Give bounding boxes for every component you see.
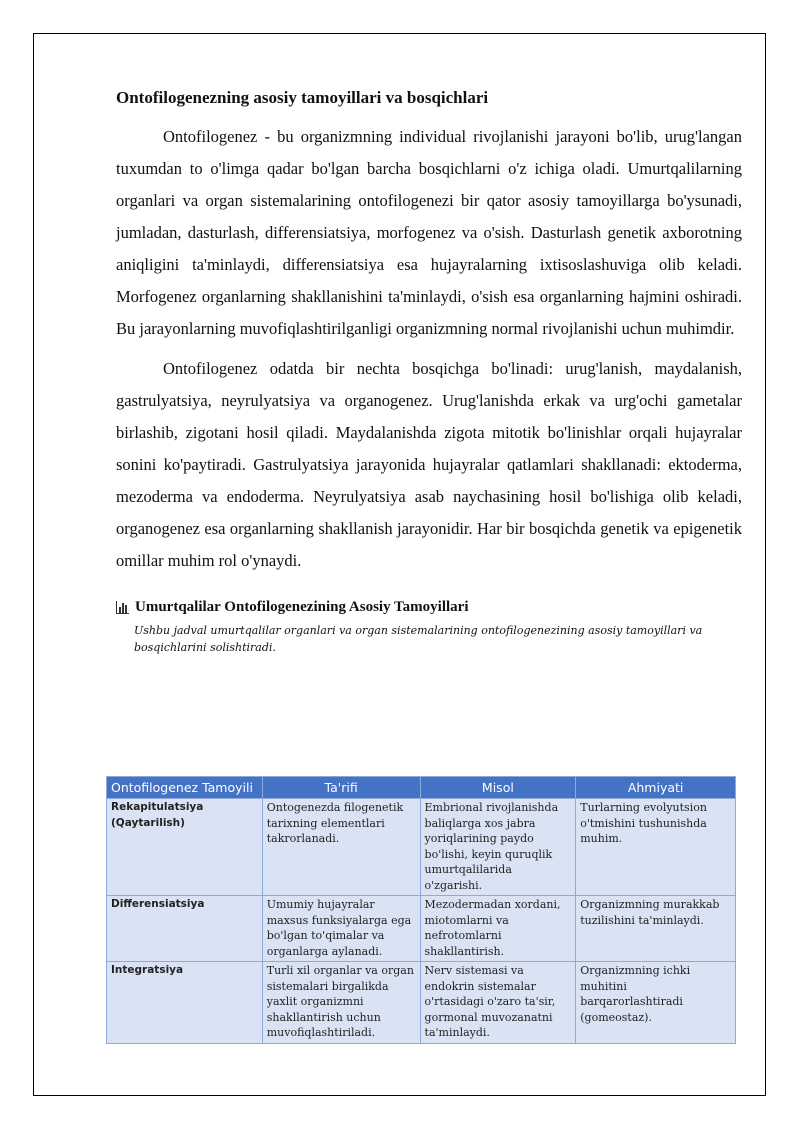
document-body [116, 88, 742, 662]
table-cell-principle: Integratsiya [107, 962, 263, 1044]
table-row [107, 896, 736, 962]
bar-chart-icon [116, 601, 129, 614]
table-header-row [107, 777, 736, 799]
table-cell-importance: Organizmning ichki muhitini barqarorlashtiradi (gomeostaz). [576, 962, 736, 1044]
column-header: Ahmiyati [576, 777, 736, 799]
table-heading [116, 599, 742, 616]
table-cell-example: Mezodermadan xordani, miotomlarni va nefrotomlarni shakllantirish. [420, 896, 576, 962]
paragraph-1: Ontofilogenez - bu organizmning individual rivojlanishi jarayoni bo'lib, urug'langan tuxumdan to o'limga qadar bo'lgan barcha bosqichlarni o'z ichiga oladi. Umurtqalilarning organlari va organ sistemalarining ontofilogenezi bir qator asosiy tamoyillarga bo'ysunadi, jumladan, dasturlash, differensiatsiya, morfogenez va o'sish. Dasturlash genetik axborotning aniqligini ta'minlaydi, differensiatsiya esa hujayralarning ixtisoslashuviga olib keladi. Morfogenez organlarning shakllanishini ta'minlaydi, o'sish esa organlarning hajmini oshiradi. Bu jarayonlarning muvofiqlashtirilganligi organizmning normal rivojlanishi uchun muhimdir. [116, 127, 742, 338]
table-cell-definition: Umumiy hujayralar maxsus funksiyalarga ega bo'lgan to'qimalar va organlarga aylanadi. [262, 896, 420, 962]
table-cell-importance: Organizmning murakkab tuzilishini ta'minlaydi. [576, 896, 736, 962]
table-cell-principle: Rekapitulatsiya (Qaytarilish) [107, 799, 263, 896]
table-caption: Ushbu jadval umurtqalilar organlari va organ sistemalarining ontofilogenezining asosiy tamoyillari va bosqichlarini solishtiradi. [134, 624, 703, 654]
paragraph-2: Ontofilogenez odatda bir nechta bosqichga bo'linadi: urug'lanish, maydalanish, gastrulyatsiya, neyrulyatsiya va organogenez. Urug'lanishda erkak va urg'ochi gametalar birlashib, zigotani hosil qiladi. Maydalanishda zigota mitotik bo'linishlar orqali hujayralar sonini ko'paytiradi. Gastrulyatsiya jarayonida hujayralar qatlamlari shakllanadi: ektoderma, mezoderma va endoderma. Neyrulyatsiya asab naychasining hosil bo'lishiga olib keladi, organogenez esa organlarning shakllanish jarayonidir. Har bir bosqichda genetik va epigenetik omillar muhim rol o'ynaydi. [116, 359, 742, 570]
table-title: Umurtqalilar Ontofilogenezining Asosiy Tamoyillari [135, 599, 469, 615]
column-header: Ta'rifi [262, 777, 420, 799]
table-row [107, 799, 736, 896]
table-cell-definition: Ontogenezda filogenetik tarixning elementlari takrorlanadi. [262, 799, 420, 896]
column-header: Ontofilogenez Tamoyili [107, 777, 263, 799]
table-cell-importance: Turlarning evolyutsion o'tmishini tushunishda muhim. [576, 799, 736, 896]
table-cell-example: Embrional rivojlanishda baliqlarga xos jabra yoriqlarining paydo bo'lishi, keyin quruqlik umurtqalilarida o'zgarishi. [420, 799, 576, 896]
column-header: Misol [420, 777, 576, 799]
table-cell-principle: Differensiatsiya [107, 896, 263, 962]
table-row [107, 962, 736, 1044]
principles-table [106, 776, 736, 1044]
table-cell-example: Nerv sistemasi va endokrin sistemalar o'rtasidagi o'zaro ta'sir, gormonal muvozanatni ta'minlaydi. [420, 962, 576, 1044]
document-title: Ontofilogenezning asosiy tamoyillari va bosqichlari [116, 88, 489, 107]
table-cell-definition: Turli xil organlar va organ sistemalari birgalikda yaxlit organizmni shakllantirish uchun muvofiqlashtiriladi. [262, 962, 420, 1044]
